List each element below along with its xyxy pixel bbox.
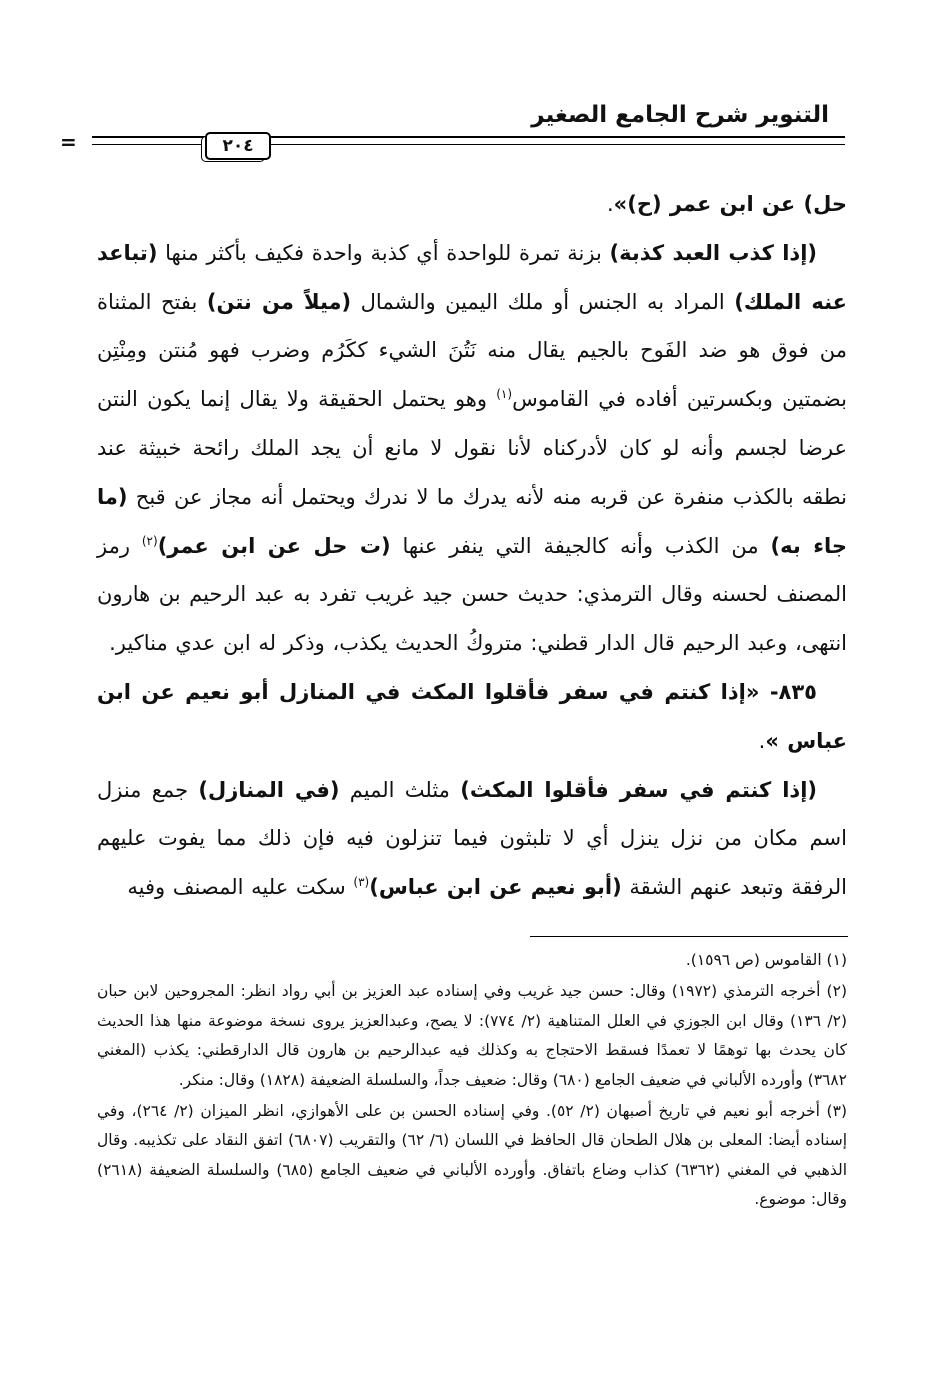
bold-phrase: (ميلاً من نتن) [206, 289, 352, 314]
text-run: رمز المصنف لحسنه وقال الترمذي: حديث حسن جيد غريب تفرد به عبد الرحيم بن هارون انتهى، وعبد الرحيم قال الدار قطني: متروكُ الحديث يكذب، وذكر له ابن عدي مناكير. [97, 533, 847, 656]
paragraph-commentary-834 [97, 229, 847, 668]
text-run: بفتح المثناة من فوق هو ضد الفَوح بالجيم يقال منه نَتُنَ الشيء ككَرُم وضرب فهو مُنتن ومِنْتِن بضمتين وبكسرتين أفاده في القاموس [97, 289, 847, 412]
footnote-text: أخرجه الترمذي (١٩٧٢) وقال: حسن جيد غريب وفي إسناده عبد العزيز بن أبي رواد انظر: المجروحين لابن حبان (٢/ ١٣٦) وقال ابن الجوزي في العلل المتناهية (٢/ ٧٧٤): لا يصح، وعبدالعزيز يروى نسخة موضوعة منها هذا الحديث كان يحدث بها توهمًا لا تعمدًا فسقط الاحتجاج به وكذلك فيه عبدالرحيم بن هارون قال الدارقطني: يكذب (المغني ٣٦٨٢) وأورده الألباني في ضعيف الجامع (٦٨٠) وقال: ضعيف جداً، والسلسلة الضعيفة (١٨٢٨) وقال: منكر. [97, 982, 847, 1089]
bold-phrase: (إذا كذب العبد كذبة) [609, 240, 817, 265]
header-mark: = [60, 130, 77, 154]
footnote-1 [97, 946, 847, 975]
text-run: وهو يحتمل الحقيقة ولا يقال إنما يكون النتن عرضا لجسم وأنه لو كان لأدركناه لأنا نقول لا مانع أن يجد الملك رائحة خبيثة عند نطقه بالكذب منفرة عن قربه منه لأنه يدرك ما لا ندرك ويحتمل أنه مجاز عن قبح [97, 387, 847, 509]
text-run: . [758, 728, 766, 753]
bold-phrase: (إذا كنتم في سفر فأقلوا المكث) [460, 777, 817, 802]
bold-phrase: (ت حل عن ابن عمر) [157, 533, 391, 558]
footnote-separator [530, 936, 848, 937]
text-run: بزنة تمرة للواحدة أي كذبة واحدة فكيف بأكثر منها [157, 240, 610, 265]
footnote-text: القاموس (ص ١٥٩٦). [685, 951, 827, 969]
footnote-ref: (١) [496, 387, 513, 402]
main-text [97, 180, 847, 912]
bold-phrase: (ما جاء به) [97, 484, 847, 558]
page-header [60, 92, 845, 170]
hadith-835-heading [97, 668, 847, 766]
bold-phrase: (تباعد عنه الملك) [97, 240, 847, 314]
text-run: مثلث الميم [339, 777, 461, 802]
bold-phrase: (في المنازل) [198, 777, 340, 802]
paragraph-commentary-835 [97, 766, 847, 912]
footnote-ref: (٢) [141, 533, 158, 548]
footnotes [97, 946, 847, 1217]
footnote-text: أخرجه أبو نعيم في تاريخ أصبهان (٢/ ٥٢). وفي إسناده الحسن بن على الأهوازي، انظر الميزان (٢/ ٢٦٤)، وفي إسناده أيضا: المعلى بن هلال الطحان قال الحافظ في اللسان (٦/ ٦٢) والتقريب (٦٨٠٧) اتفق النقاد على تكذيبه. وقال الذهبي في المغني (٦٣٦٢) كذاب وضاع باتفاق. وأورده الألباني في ضعيف الجامع (٦٨٥) والسلسلة الضعيفة (٢٦١٨) وقال: موضوع. [97, 1102, 848, 1209]
footnote-number: (٣) [826, 1102, 847, 1121]
hadith-text: ٨٣٥- «إذا كنتم في سفر فأقلوا المكث في المنازل أبو نعيم عن ابن عباس » [97, 679, 847, 753]
bold-phrase: (أبو نعيم عن ابن عباس) [369, 875, 622, 900]
footnote-2 [97, 977, 847, 1095]
page-number: ٢٠٤ [205, 132, 271, 160]
footnote-number: (٢) [826, 982, 847, 1001]
text-run: . [606, 192, 614, 216]
running-title: التنوير شرح الجامع الصغير [531, 102, 829, 128]
text-run: المراد به الجنس أو ملك اليمين والشمال [351, 289, 735, 314]
bold-phrase: حل) عن ابن عمر (ح)» [613, 192, 847, 216]
text-run: من الكذب وأنه كالجيفة التي ينفر عنها [390, 533, 771, 558]
text-run: سكت عليه المصنف وفيه [127, 875, 354, 900]
text-run: جمع منزل اسم مكان من نزل ينزل أي لا تلبثون فيما تنزلون فيه فإن ذلك مما يفوت عليهم الرفقة وتبعد عنهم الشقة [97, 777, 847, 900]
footnote-ref: (٣) [353, 875, 370, 890]
footnote-3 [97, 1097, 847, 1215]
footnote-number: (١) [826, 951, 847, 969]
paragraph-continuation [97, 180, 847, 229]
